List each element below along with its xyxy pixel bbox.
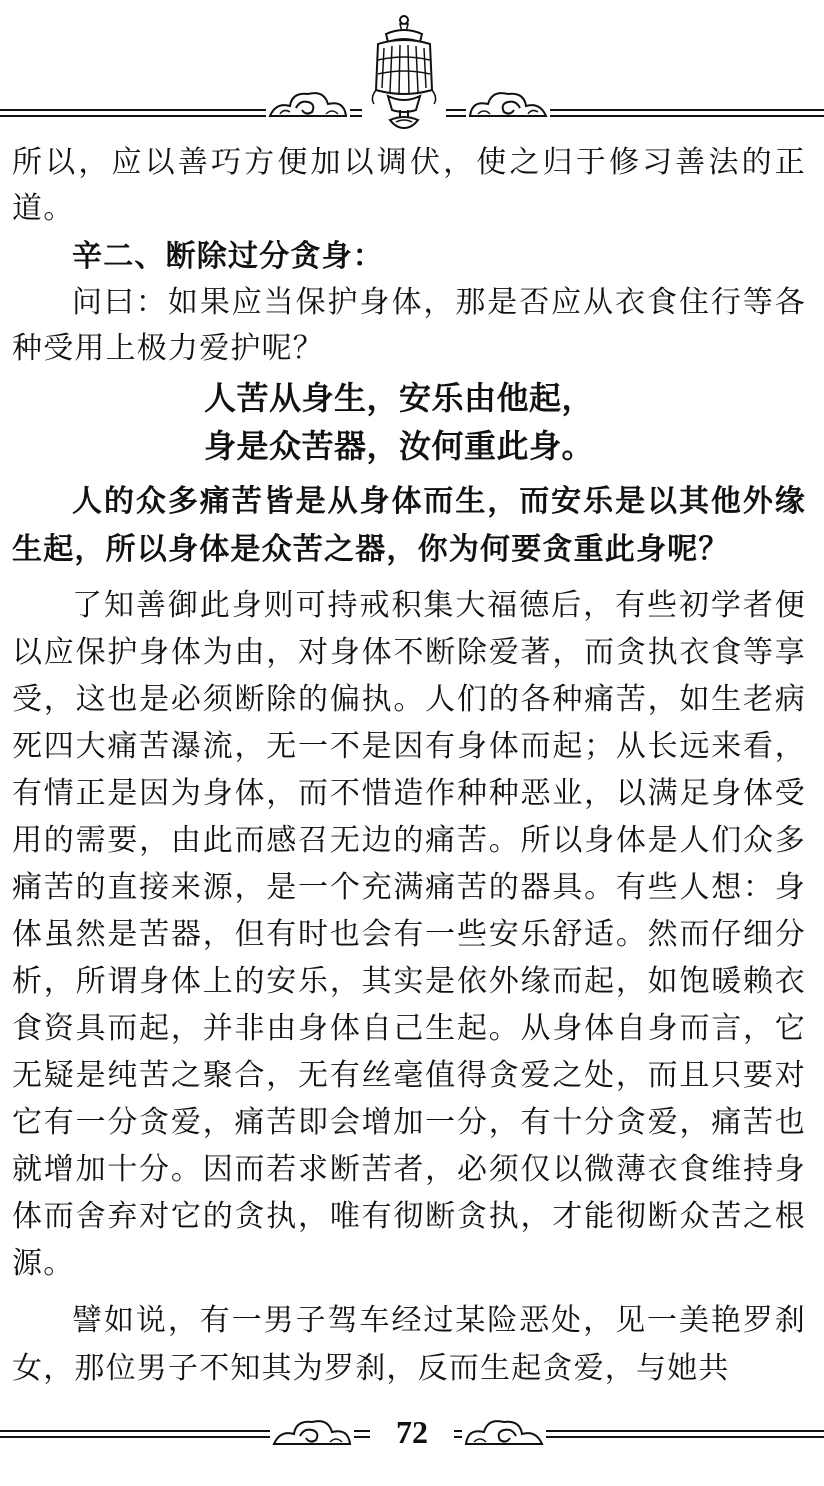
commentary-paragraph: 了知善御此身则可持戒积集大福德后，有些初学者便以应保护身体为由，对身体不断除爱著，而贪执衣食等享受，这也是必须断除的偏执。人们的各种痛苦，如生老病死四大痛苦瀑流，无一不是因有身体而起；从长远来看，有情正是因为身体，而不惜造作种种恶业，以满足身体受用的需要，由此而感召无边的痛苦。所以身体是人们众多痛苦的直接来源，是一个充满痛苦的器具。有些人想：身体虽然是苦器，但有时也会有一些安乐舒适。然而仔细分析，所谓身体上的安乐，其实是依外缘而起，如饱暖赖衣食资具而起，并非由身体自己生起。从身体自身而言，它无疑是纯苦之聚合，无有丝毫值得贪爱之处，而且只要对它有一分贪爱，痛苦即会增加一分，有十分贪爱，痛苦也就增加十分。因而若求断苦者，必须仅以微薄衣食维持身体而舍弃对它的贪执，唯有彻断贪执，才能彻断众苦之根源。: [12, 588, 806, 1281]
page-header: [0, 0, 824, 135]
victory-banner-icon: [362, 14, 446, 130]
section-heading: 辛二、断除过分贪身：: [72, 239, 384, 274]
verse-line-2: 身是众苦器，汝何重此身。: [204, 427, 595, 465]
question-paragraph: 问曰：如果应当保护身体，那是否应从衣食住行等各种受用上极力爱护呢？: [12, 285, 806, 366]
story-paragraph: 譬如说，有一男子驾车经过某险恶处，见一美艳罗刹女，那位男子不知其为罗刹，反而生起贪爱，与她共: [12, 1303, 806, 1386]
page-number: 72: [396, 1414, 428, 1450]
cloud-scroll-icon: [466, 84, 550, 126]
cloud-scroll-icon: [462, 1412, 546, 1454]
page-body: [12, 140, 806, 1393]
cloud-scroll-icon: [266, 84, 350, 126]
verse-explanation: 人的众多痛苦皆是从身体而生，而安乐是以其他外缘生起，所以身体是众苦之器，你为何要贪重此身呢？: [12, 484, 806, 567]
page-footer: [0, 1400, 824, 1470]
verse-line-1: 人苦从身生，安乐由他起，: [204, 379, 595, 417]
paragraph-intro: 所以，应以善巧方便加以调伏，使之归于修习善法的正道。: [12, 145, 806, 226]
